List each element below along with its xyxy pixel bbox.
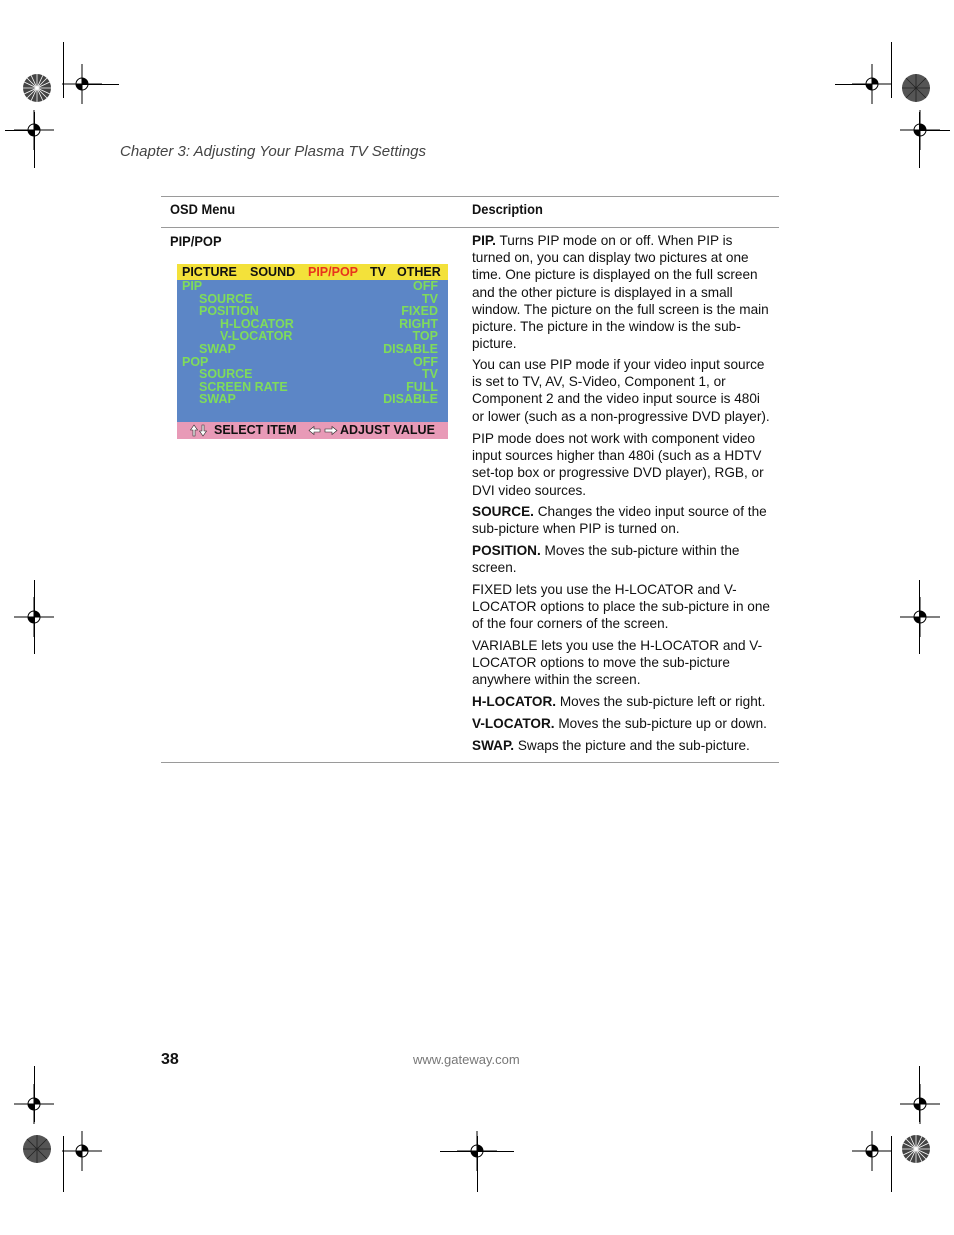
osd-item-label: V-LOCATOR (220, 329, 293, 344)
osd-item-label: POP (182, 354, 209, 369)
osd-item-value: TOP (412, 329, 438, 344)
osd-tab-bar (177, 264, 448, 280)
desc-text: Moves the sub-picture within the screen. (472, 543, 740, 576)
up-down-arrows-icon (190, 422, 208, 444)
osd-tab-picture: PICTURE (182, 265, 237, 279)
crosshair-mark-icon (900, 1084, 940, 1124)
osd-tab-sound: SOUND (250, 265, 296, 279)
osd-item-value: TV (422, 367, 438, 382)
row-label-pip-pop: PIP/POP (170, 233, 222, 249)
osd-item-label: POSITION (199, 304, 259, 319)
registration-starburst-icon (22, 1134, 52, 1164)
osd-item-label: SWAP (199, 342, 236, 356)
term-source: SOURCE. (472, 504, 534, 519)
desc-pip (472, 232, 772, 352)
osd-footer-adjust-value: ADJUST VALUE (340, 423, 435, 437)
crosshair-mark-icon (852, 1131, 892, 1171)
osd-item-label: SWAP (199, 392, 236, 407)
osd-item-label: H-LOCATOR (220, 316, 294, 331)
osd-menu-figure (177, 264, 448, 439)
desc-pip-sources: You can use PIP mode if your video input source is set to TV, AV, S-Video, Component 1, or Component 2 and the video input source is 480i or lower (such as a non-progressive DVD player). (472, 357, 770, 424)
osd-item-label: SCREEN RATE (199, 379, 288, 394)
term-position: POSITION. (472, 543, 541, 558)
trim-line (835, 84, 872, 85)
trim-line (5, 130, 35, 131)
osd-item-value: OFF (413, 279, 438, 293)
trim-line (477, 1136, 478, 1192)
desc-swap (472, 737, 772, 754)
trim-line (63, 1136, 64, 1192)
crosshair-mark-icon (62, 1131, 102, 1171)
table-header-rule (161, 227, 779, 228)
osd-item-value: DISABLE (383, 342, 438, 356)
trim-line (34, 1066, 35, 1122)
crosshair-mark-icon (900, 597, 940, 637)
desc-text: Moves the sub-picture left or right. (556, 694, 766, 709)
osd-item-label: SOURCE (199, 291, 253, 306)
desc-v-locator (472, 715, 772, 732)
term-v-locator: V-LOCATOR. (472, 716, 555, 731)
osd-footer-select-item: SELECT ITEM (214, 423, 297, 437)
trim-line (63, 42, 64, 98)
registration-starburst-icon (901, 73, 931, 103)
osd-tab-tv: TV (370, 265, 386, 279)
desc-text: Moves the sub-picture up or down. (554, 716, 767, 731)
registration-starburst-icon (901, 1134, 931, 1164)
term-pip: PIP. (472, 233, 496, 248)
osd-item-label: SOURCE (199, 367, 253, 382)
trim-line (82, 84, 119, 85)
osd-item-value: OFF (413, 354, 438, 369)
osd-item-value: TV (422, 291, 438, 306)
column-header-osd-menu: OSD Menu (170, 201, 236, 217)
osd-item-value: DISABLE (383, 392, 438, 407)
osd-tab-other: OTHER (397, 265, 441, 279)
registration-starburst-icon (22, 73, 52, 103)
table-bottom-rule (161, 762, 779, 763)
desc-source (472, 503, 772, 537)
trim-line (34, 112, 35, 168)
osd-menu-body (177, 280, 448, 422)
term-swap: SWAP. (472, 738, 515, 753)
footer-url: www.gateway.com (413, 1052, 520, 1067)
trim-line (34, 580, 35, 654)
desc-text: Changes the video input source of the sub-picture when PIP is turned on. (472, 504, 767, 537)
osd-item-value: FULL (406, 379, 438, 394)
desc-text: Turns PIP mode on or off. When PIP is turned on, you can display two pictures at one time. One picture is displayed on the full screen and the other picture is displayed in a small window. The picture on the full screen is the main picture. The picture in the window is the sub-picture. (472, 233, 769, 352)
desc-text: Swaps the picture and the sub-picture. (514, 738, 750, 753)
trim-line (919, 112, 920, 168)
trim-line (891, 1136, 892, 1192)
trim-line (919, 1066, 920, 1122)
trim-line (920, 130, 950, 131)
column-header-description: Description (472, 201, 543, 217)
desc-position (472, 542, 772, 576)
desc-fixed: FIXED lets you use the H-LOCATOR and V-LOCATOR options to place the sub-picture in one of the four corners of the screen. (472, 582, 770, 632)
left-right-arrows-icon (308, 422, 338, 444)
osd-item-label: PIP (182, 279, 203, 293)
trim-line (891, 42, 892, 98)
osd-footer-bar (177, 422, 448, 439)
table-top-rule (161, 196, 779, 197)
desc-h-locator (472, 693, 772, 710)
desc-pip-limitations: PIP mode does not work with component video input sources higher than 480i (such as a HDTV set-top box or progressive DVD player), RGB, or DVI video sources. (472, 431, 764, 498)
osd-item-value: RIGHT (399, 316, 438, 331)
osd-tab-pip-pop-active: PIP/POP (308, 265, 359, 279)
term-h-locator: H-LOCATOR. (472, 694, 557, 709)
desc-variable: VARIABLE lets you use the H-LOCATOR and V-LOCATOR options to move the sub-picture anywhere within the screen. (472, 638, 763, 688)
trim-line (919, 580, 920, 654)
page-number: 38 (161, 1051, 179, 1068)
osd-item-value: FIXED (401, 304, 438, 319)
chapter-header: Chapter 3: Adjusting Your Plasma TV Settings (120, 143, 426, 160)
